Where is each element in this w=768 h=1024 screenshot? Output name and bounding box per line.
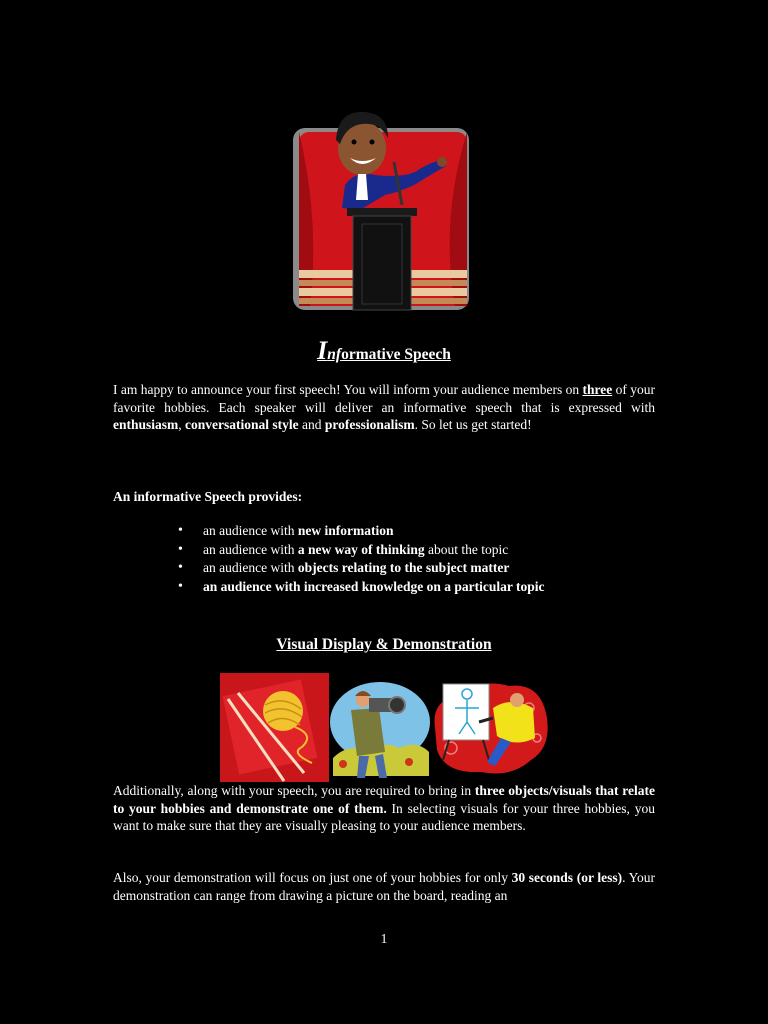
knitting-yarn-clipart [220,673,329,782]
list-item: • an audience with increased knowledge on a particular topic [178,578,545,597]
page-title: Informative Speech [317,336,451,365]
list-item: • an audience with a new way of thinking about the topic [178,541,545,560]
page-number: 1 [380,931,388,946]
list-item: • an audience with new information [178,522,545,541]
intro-paragraph: I am happy to announce your first speech! You will inform your audience members on three of your favorite hobbies. Each speaker will deliver an informative speech that is expressed with enthusiasm, conversational style and professionalism. So let us get started! [113,382,656,432]
photographer-clipart [329,680,431,780]
visuals-paragraph: Additionally, along with your speech, you are required to bring in three objects/visuals that relate to your hobbies and demonstrate one of them. In selecting visuals for your three hobbies, you want to make sure that they are visually pleasing to your audience members. [113,783,656,833]
list-item: • an audience with objects relating to the subject matter [178,559,545,578]
demonstration-paragraph: Also, your demonstration will focus on just one of your hobbies for only 30 seconds (or less). Your demonstration can range from drawing a picture on the board, reading an [113,870,655,903]
provides-list [178,522,545,596]
painter-easel-clipart [431,678,549,778]
speaker-at-podium-clipart [290,100,472,315]
provides-heading: An informative Speech provides: [113,489,303,504]
visual-display-heading: Visual Display & Demonstration [276,636,492,653]
